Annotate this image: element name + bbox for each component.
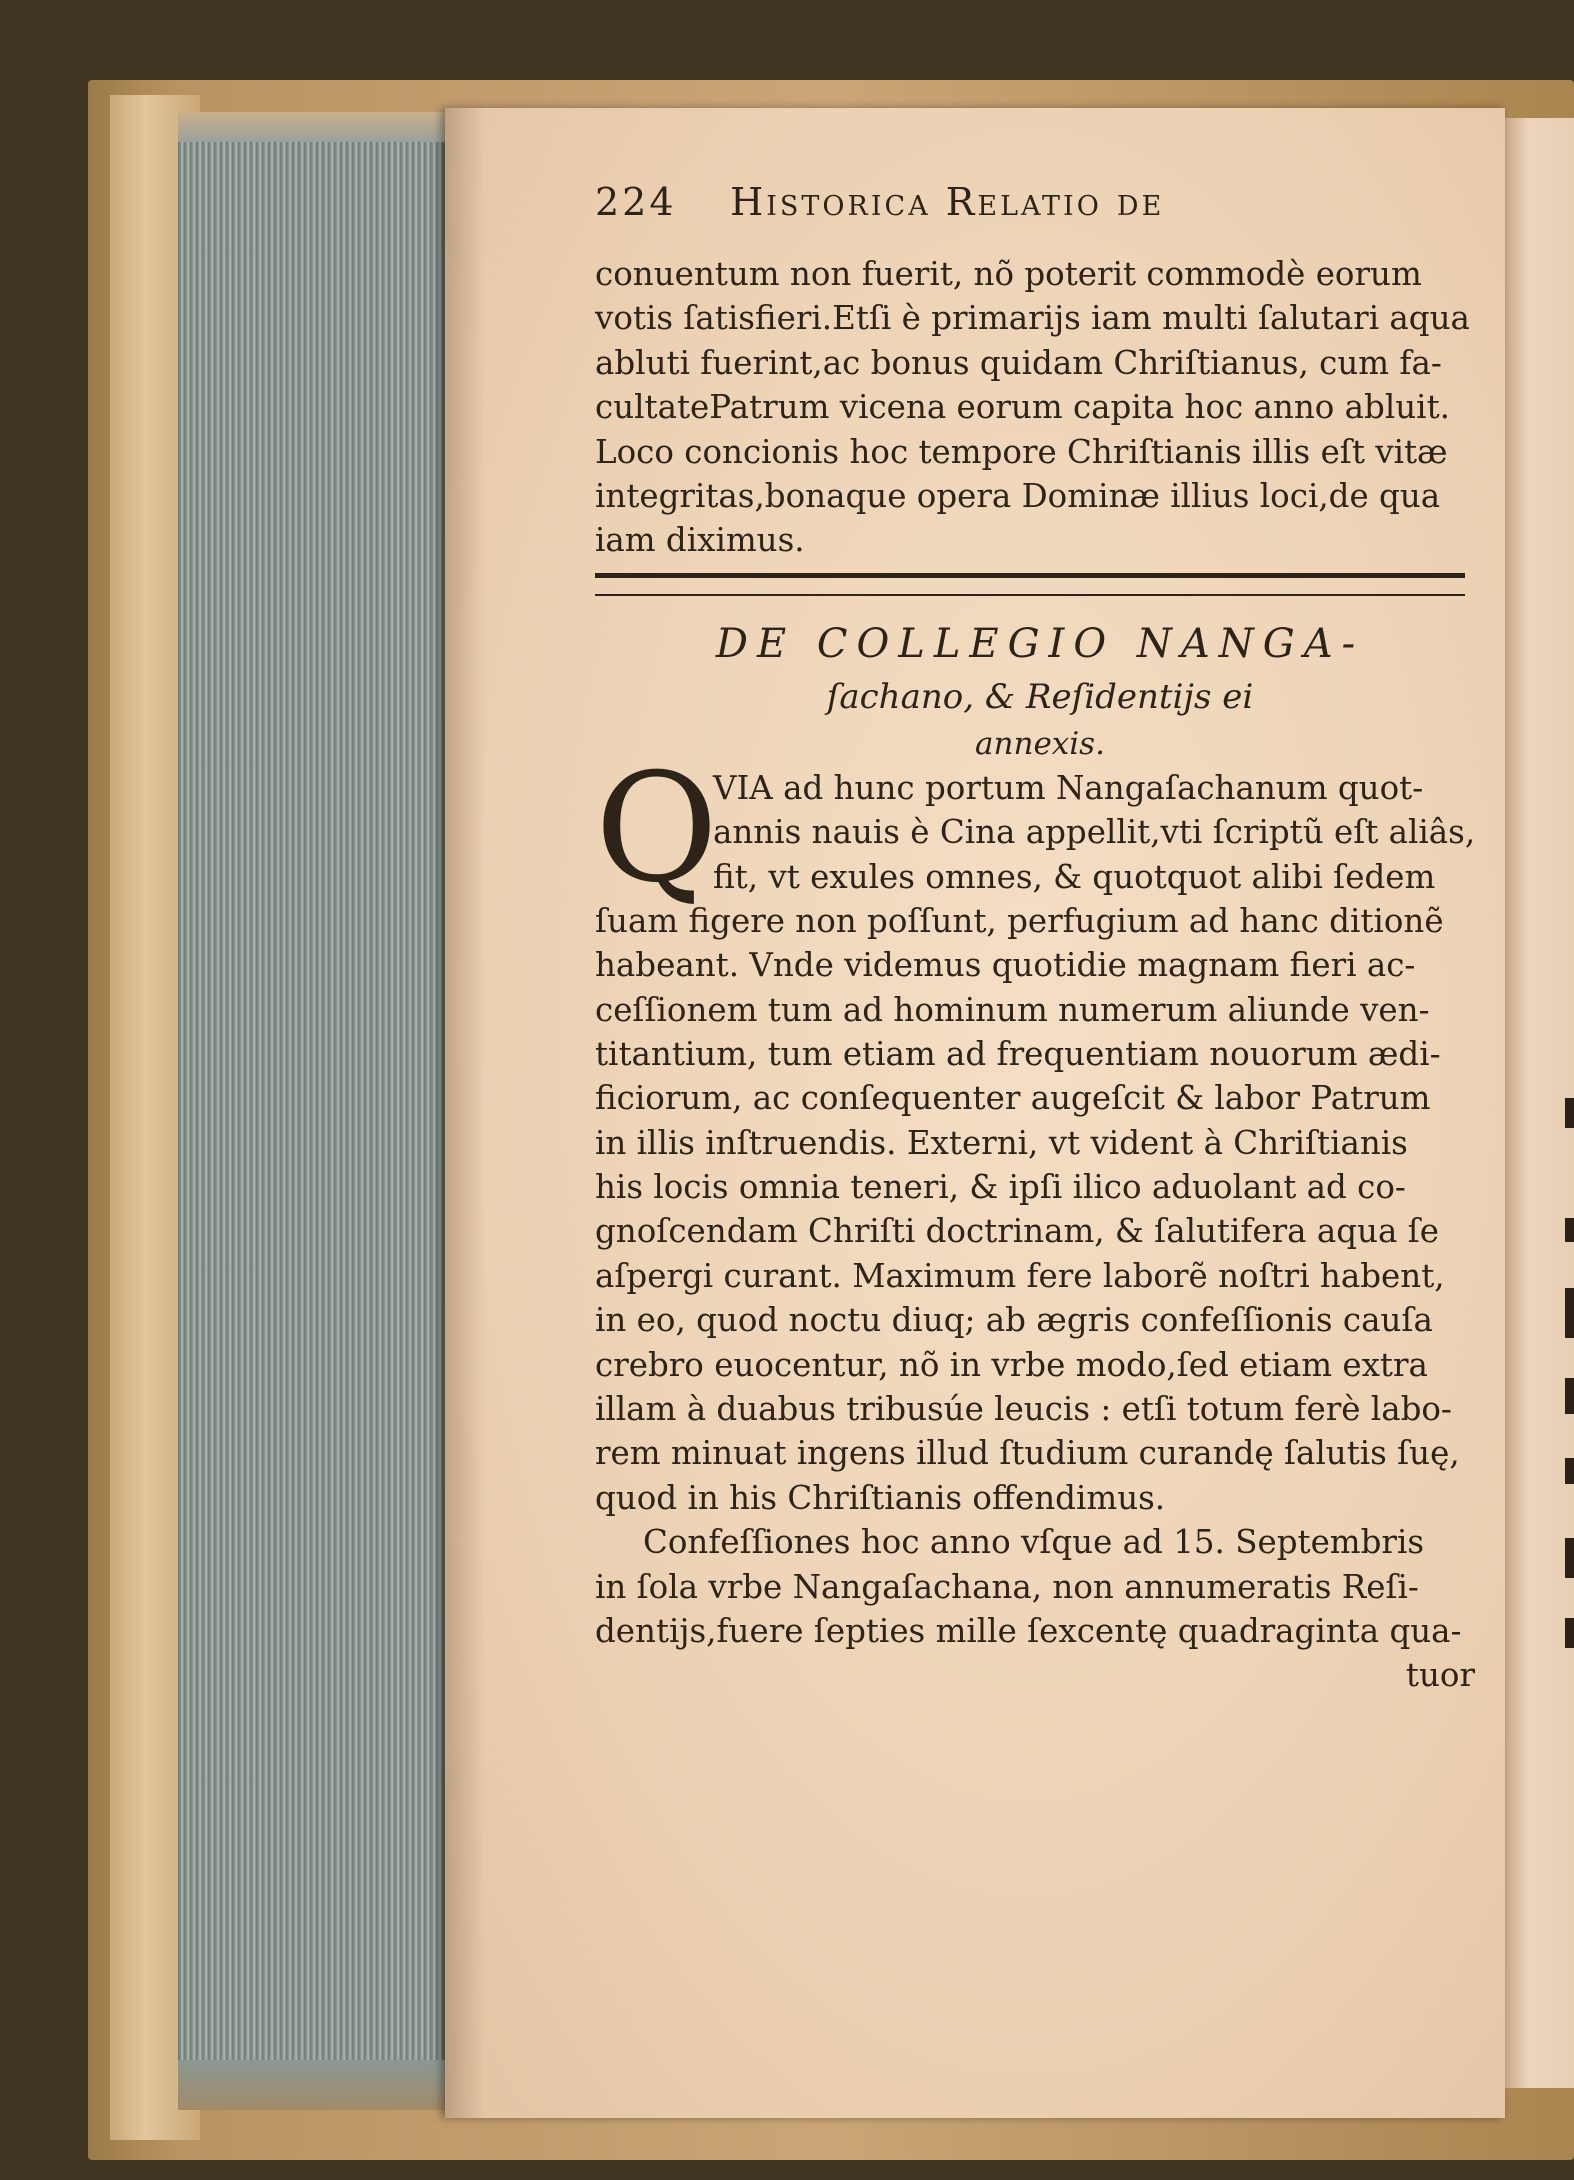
paragraph-1 — [595, 252, 1485, 563]
text-line: ficiorum, ac conſequenter augeſcit & labor Patrum — [595, 1079, 1431, 1118]
text-line: fit, vt exules omnes, & quotquot alibi ſedem — [713, 857, 1436, 896]
text-line: habeant. Vnde videmus quotidie magnam fieri ac- — [595, 946, 1416, 985]
page-text — [595, 180, 1485, 1698]
page-gutter-shadow — [445, 108, 485, 2118]
text-line: cultatePatrum vicena eorum capita hoc anno abluit. — [595, 388, 1450, 427]
page-edges-bottom — [178, 2060, 448, 2110]
text-line: gnoſcendam Chriſti doctrinam, & ſalutifera aqua ſe — [595, 1212, 1439, 1251]
paragraph-2 — [595, 899, 1485, 1520]
heading-line-3: annexis. — [975, 725, 1105, 762]
text-line: titantium, tum etiam ad frequentiam nouorum ædi- — [595, 1034, 1441, 1073]
text-line: rem minuat ingens illud ſtudium curandę ſalutis ſuę, — [595, 1434, 1460, 1473]
page-edges-top — [178, 112, 448, 142]
text-line: dentijs,fuere ſepties mille ſexcentę quadraginta qua- — [595, 1611, 1462, 1650]
running-title: Historica Relatio de — [730, 180, 1165, 224]
text-line: his locis omnia teneri, & ipſi ilico aduolant ad co- — [595, 1168, 1406, 1207]
text-line: VIA ad hunc portum Nangaſachanum quot- — [713, 768, 1424, 807]
page-edges — [178, 112, 448, 2110]
text-line: quod in his Chriſtianis offendimus. — [595, 1478, 1166, 1517]
text-line: integritas,bonaque opera Dominæ illius loci,de qua — [595, 476, 1441, 515]
text-line: in eo, quod noctu diuq; ab ægris confeſſionis cauſa — [595, 1301, 1433, 1340]
drop-cap: Q — [595, 741, 718, 916]
text-line: annis nauis è Cina appellit,vti ſcriptũ eſt aliâs, — [713, 813, 1476, 852]
running-head — [595, 180, 1485, 252]
text-line: illam à duabus tribusúe leucis : etſi totum ferè labo- — [595, 1390, 1452, 1429]
paragraph-3 — [595, 1520, 1485, 1653]
text-line: iam diximus. — [595, 521, 805, 560]
section-rule — [595, 573, 1465, 596]
text-line: crebro euocentur, nõ in vrbe modo,ſed etiam extra — [595, 1345, 1428, 1384]
text-line: ſuam figere non poſſunt, perfugium ad hanc ditionẽ — [595, 901, 1444, 940]
text-line: Loco concionis hoc tempore Chriſtianis illis eſt vitæ — [595, 432, 1448, 471]
text-line: votis ſatisfieri.Etſi è primarijs iam multi ſalutari aqua — [595, 299, 1470, 338]
text-line: Confeſſiones hoc anno vſque ad 15. Septembris — [643, 1523, 1425, 1562]
text-line: in illis inſtruendis. Externi, vt vident à Chriſtianis — [595, 1123, 1408, 1162]
text-line: abluti fuerint,ac bonus quidam Chriſtianus, cum fa- — [595, 343, 1442, 382]
text-line: ceſſionem tum ad hominum numerum aliunde ven- — [595, 990, 1430, 1029]
facing-page-edge — [1505, 118, 1574, 2088]
page-number: 224 — [595, 180, 677, 224]
section-heading — [595, 616, 1485, 766]
text-line: in ſola vrbe Nangaſachana, non annumeratis Reſi- — [595, 1567, 1419, 1606]
text-line: conuentum non fuerit, nõ poterit commodè eorum — [595, 255, 1422, 293]
catchword: tuor — [1405, 1656, 1475, 1695]
heading-line-2: ſachano, & Reſidentijs ei — [826, 676, 1254, 717]
heading-line-1: DE COLLEGIO NANGA- — [715, 620, 1365, 667]
text-line: aſpergi curant. Maximum fere laborẽ noſtri habent, — [595, 1256, 1445, 1295]
